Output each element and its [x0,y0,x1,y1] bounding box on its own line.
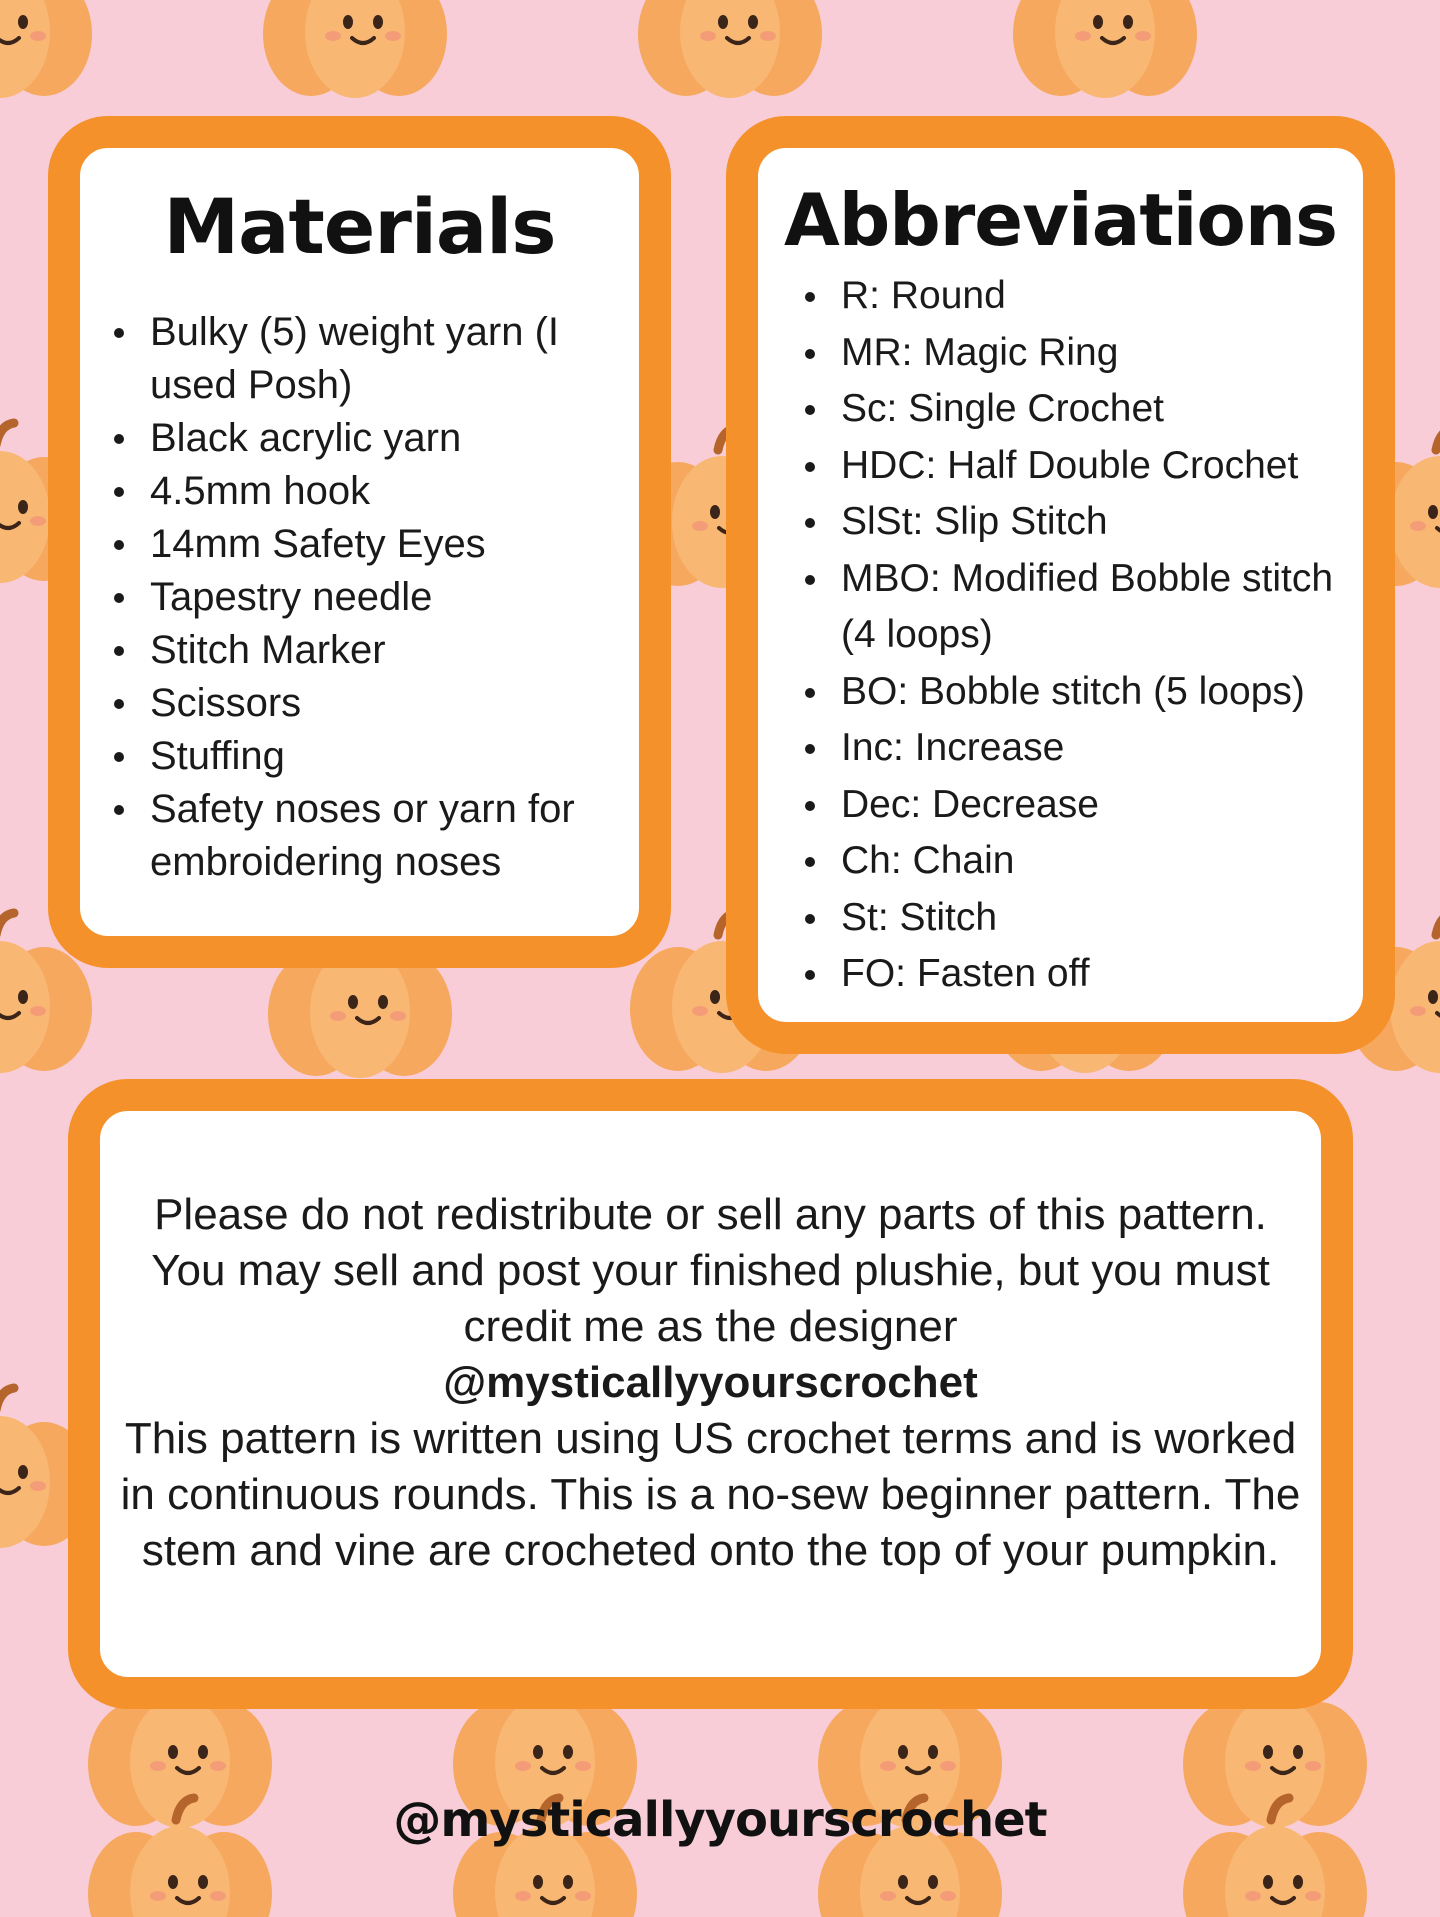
notice-paragraph: Please do not redistribute or sell any parts of this pattern. You may sell and post your finished plushie, but you must credit me as the designer [151,1190,1270,1351]
list-item: R: Round [841,268,1343,325]
list-item: Scissors [150,677,609,730]
list-item: FO: Fasten off [841,946,1343,1003]
list-item: SlSt: Slip Stitch [841,494,1343,551]
abbreviations-title: Abbreviations [783,178,1337,262]
list-item: Dec: Decrease [841,777,1343,834]
list-item: MBO: Modified Bobble stitch (4 loops) [841,551,1343,664]
list-item: St: Stitch [841,890,1343,947]
usage-notice-text [120,1187,1301,1579]
usage-notice-card [68,1079,1353,1709]
list-item: Inc: Increase [841,720,1343,777]
pumpkin-icon [638,0,822,98]
list-item: Sc: Single Crochet [841,381,1343,438]
abbreviations-list [841,268,1343,1003]
materials-card [48,116,671,968]
list-item: Bulky (5) weight yarn (I used Posh) [150,306,609,412]
list-item: Safety noses or yarn for embroidering noses [150,783,609,889]
list-item: 4.5mm hook [150,465,609,518]
list-item: Stuffing [150,730,609,783]
materials-title: Materials [163,182,556,271]
list-item: 14mm Safety Eyes [150,518,609,571]
list-item: Stitch Marker [150,624,609,677]
pumpkin-icon [1013,0,1197,98]
list-item: Black acrylic yarn [150,412,609,465]
pumpkin-icon [0,0,92,98]
materials-list [150,306,609,889]
list-item: HDC: Half Double Crochet [841,438,1343,495]
notice-paragraph: This pattern is written using US crochet terms and is worked in continuous rounds. This is a no-sew beginner pattern. The stem and vine are crocheted onto the top of your pumpkin. [120,1414,1301,1575]
pumpkin-icon [263,0,447,98]
list-item: MR: Magic Ring [841,325,1343,382]
footer-handle: @mysticallyyourscrochet [393,1792,1047,1848]
abbreviations-card [726,116,1395,1054]
list-item: Tapestry needle [150,571,609,624]
list-item: Ch: Chain [841,833,1343,890]
designer-handle: @mysticallyyourscrochet [443,1358,978,1407]
list-item: BO: Bobble stitch (5 loops) [841,664,1343,721]
